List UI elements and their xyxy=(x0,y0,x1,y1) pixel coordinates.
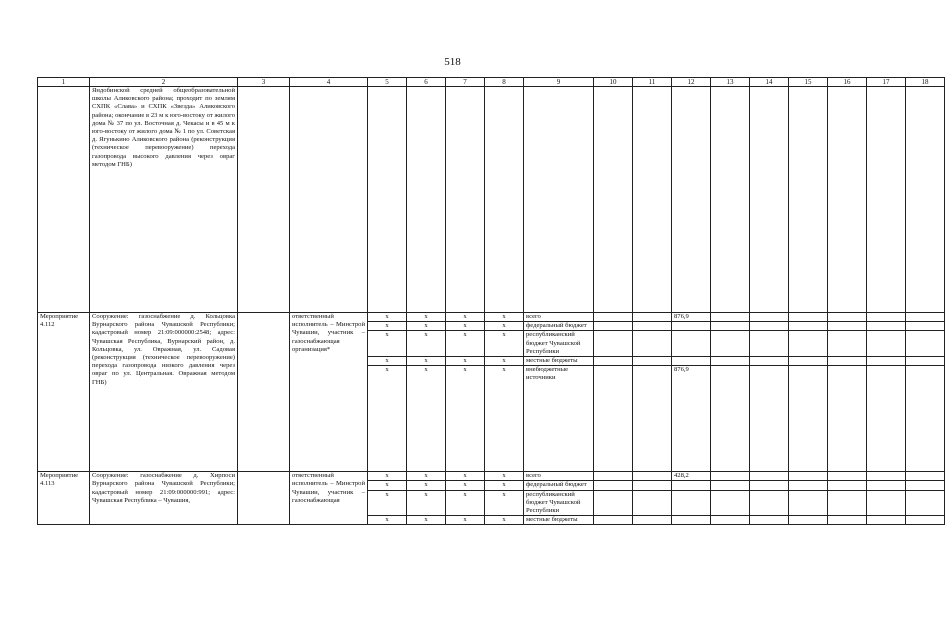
funding-value xyxy=(672,357,711,366)
column-number-row xyxy=(38,78,945,87)
empty-cell xyxy=(750,366,789,472)
mark-x: х xyxy=(485,472,524,481)
empty-cell xyxy=(789,313,828,322)
mark-x: х xyxy=(446,481,485,490)
empty-cell xyxy=(867,481,906,490)
empty-cell xyxy=(594,490,633,516)
measure-executor: ответственный исполнитель – Минстрой Чувашии, участник – газоснабжающая xyxy=(290,472,368,525)
empty-cell xyxy=(711,322,750,331)
funding-value xyxy=(672,516,711,525)
mark-x: х xyxy=(368,313,407,322)
funding-source: местные бюджеты xyxy=(524,357,594,366)
funding-source: республиканский бюджет Чувашской Республики xyxy=(524,331,594,357)
continued-row xyxy=(38,87,945,313)
empty-cell xyxy=(906,87,945,313)
mark-x: х xyxy=(485,322,524,331)
empty-cell xyxy=(594,331,633,357)
mark-x: х xyxy=(407,490,446,516)
empty-cell xyxy=(828,481,867,490)
column-number-3: 3 xyxy=(238,78,290,87)
empty-cell xyxy=(633,87,672,313)
empty-cell xyxy=(238,87,290,313)
measure-id: Мероприятие 4.112 xyxy=(38,313,90,472)
empty-cell xyxy=(711,87,750,313)
empty-cell xyxy=(524,87,594,313)
measure-id: Мероприятие 4.113 xyxy=(38,472,90,525)
empty-cell xyxy=(906,516,945,525)
mark-x: х xyxy=(446,366,485,472)
funding-value: 876,9 xyxy=(672,366,711,472)
mark-x: х xyxy=(407,481,446,490)
mark-x: х xyxy=(446,472,485,481)
funding-source: федеральный бюджет xyxy=(524,481,594,490)
empty-cell xyxy=(867,490,906,516)
funding-source: федеральный бюджет xyxy=(524,322,594,331)
empty-cell xyxy=(633,357,672,366)
funding-value xyxy=(672,322,711,331)
empty-cell xyxy=(789,357,828,366)
empty-cell xyxy=(711,331,750,357)
column-number-8: 8 xyxy=(485,78,524,87)
empty-cell xyxy=(711,357,750,366)
empty-cell xyxy=(828,490,867,516)
empty-cell xyxy=(828,366,867,472)
empty-cell xyxy=(238,313,290,472)
empty-cell xyxy=(867,516,906,525)
funding-source: всего xyxy=(524,313,594,322)
mark-x: х xyxy=(485,357,524,366)
empty-cell xyxy=(38,87,90,313)
column-number-5: 5 xyxy=(368,78,407,87)
continued-description: Яндобинской средней общеобразовательной школы Аликовского района; проходит по землям СХПК «Слава» и СХПК «Звезда» Аликовского района; окончание в 23 м к юго-востоку от жилого дома № 37 по ул. Восточная д. Чекасы и в 45 м к юго-востоку от жилого дома № 1 по ул. Советская д. Ягунькино Аликовского района (реконструкция (техническое перевооружение) перехода газопровода высокого давления через овраг методом ГНБ) xyxy=(90,87,238,313)
funding-value: 876,9 xyxy=(672,313,711,322)
mark-x: х xyxy=(446,516,485,525)
empty-cell xyxy=(906,357,945,366)
empty-cell xyxy=(711,313,750,322)
empty-cell xyxy=(633,331,672,357)
column-number-13: 13 xyxy=(711,78,750,87)
empty-cell xyxy=(633,490,672,516)
empty-cell xyxy=(828,357,867,366)
empty-cell xyxy=(594,357,633,366)
empty-cell xyxy=(906,490,945,516)
mark-x: х xyxy=(407,322,446,331)
empty-cell xyxy=(867,357,906,366)
funding-source: местные бюджеты xyxy=(524,516,594,525)
empty-cell xyxy=(290,87,368,313)
column-number-9: 9 xyxy=(524,78,594,87)
mark-x: х xyxy=(407,472,446,481)
empty-cell xyxy=(867,322,906,331)
empty-cell xyxy=(633,472,672,481)
empty-cell xyxy=(789,490,828,516)
mark-x: х xyxy=(407,357,446,366)
measure-executor: ответственный исполнитель – Минстрой Чувашии, участник – газоснабжающая организация* xyxy=(290,313,368,472)
empty-cell xyxy=(633,322,672,331)
empty-cell xyxy=(633,481,672,490)
empty-cell xyxy=(789,516,828,525)
mark-x: х xyxy=(407,313,446,322)
column-number-12: 12 xyxy=(672,78,711,87)
funding-value xyxy=(672,481,711,490)
column-number-7: 7 xyxy=(446,78,485,87)
empty-cell xyxy=(750,357,789,366)
empty-cell xyxy=(711,490,750,516)
empty-cell xyxy=(594,313,633,322)
empty-cell xyxy=(633,366,672,472)
empty-cell xyxy=(867,366,906,472)
empty-cell xyxy=(594,516,633,525)
empty-cell xyxy=(906,481,945,490)
funding-value xyxy=(672,490,711,516)
empty-cell xyxy=(750,322,789,331)
empty-cell xyxy=(867,87,906,313)
empty-cell xyxy=(485,87,524,313)
empty-cell xyxy=(238,472,290,525)
funding-source: республиканский бюджет Чувашской Республики xyxy=(524,490,594,516)
column-number-2: 2 xyxy=(90,78,238,87)
empty-cell xyxy=(789,472,828,481)
mark-x: х xyxy=(368,490,407,516)
empty-cell xyxy=(750,472,789,481)
empty-cell xyxy=(789,331,828,357)
mark-x: х xyxy=(485,490,524,516)
mark-x: х xyxy=(368,516,407,525)
column-number-14: 14 xyxy=(750,78,789,87)
empty-cell xyxy=(789,366,828,472)
empty-cell xyxy=(906,472,945,481)
mark-x: х xyxy=(446,490,485,516)
empty-cell xyxy=(594,322,633,331)
empty-cell xyxy=(789,87,828,313)
mark-x: х xyxy=(446,322,485,331)
empty-cell xyxy=(594,87,633,313)
column-number-10: 10 xyxy=(594,78,633,87)
empty-cell xyxy=(828,472,867,481)
empty-cell xyxy=(906,366,945,472)
empty-cell xyxy=(750,87,789,313)
mark-x: х xyxy=(407,366,446,472)
funding-source: внебюджетные источники xyxy=(524,366,594,472)
column-number-18: 18 xyxy=(906,78,945,87)
empty-cell xyxy=(750,313,789,322)
funding-value xyxy=(672,331,711,357)
mark-x: х xyxy=(368,357,407,366)
mark-x: х xyxy=(485,313,524,322)
empty-cell xyxy=(750,481,789,490)
empty-cell xyxy=(594,481,633,490)
measure-description: Сооружение: газоснабжение д. Кольцовка Вурнарского района Чувашской Республики; кадастровый номер 21:09:000000:2548; адрес: Чувашская Республика, Вурнарский район, д. Кольцовка, ул. Овражная, ул. Садовая (реконструкция (техническое перевооружение) перехода газопровода низкого давления через овраг по ул. Центральная. Овражная методом ГНБ) xyxy=(90,313,238,472)
mark-x: х xyxy=(368,472,407,481)
mark-x: х xyxy=(446,331,485,357)
mark-x: х xyxy=(485,331,524,357)
mark-x: х xyxy=(368,366,407,472)
funding-source: всего xyxy=(524,472,594,481)
column-number-17: 17 xyxy=(867,78,906,87)
empty-cell xyxy=(906,322,945,331)
column-number-16: 16 xyxy=(828,78,867,87)
empty-cell xyxy=(789,322,828,331)
empty-cell xyxy=(594,472,633,481)
empty-cell xyxy=(594,366,633,472)
empty-cell xyxy=(867,313,906,322)
column-number-1: 1 xyxy=(38,78,90,87)
empty-cell xyxy=(711,481,750,490)
empty-cell xyxy=(828,331,867,357)
mark-x: х xyxy=(446,357,485,366)
empty-cell xyxy=(906,313,945,322)
empty-cell xyxy=(672,87,711,313)
mark-x: х xyxy=(407,516,446,525)
program-table xyxy=(37,77,945,525)
funding-value: 428,2 xyxy=(672,472,711,481)
empty-cell xyxy=(906,331,945,357)
column-number-4: 4 xyxy=(290,78,368,87)
empty-cell xyxy=(711,366,750,472)
mark-x: х xyxy=(446,313,485,322)
empty-cell xyxy=(750,490,789,516)
measure-description: Сооружение: газоснабжение д. Хирпоси Вурнарского района Чувашской Республики; кадастровый номер 21:09:000000:991; адрес: Чувашская Республика – Чувашия, xyxy=(90,472,238,525)
column-number-6: 6 xyxy=(407,78,446,87)
mark-x: х xyxy=(407,331,446,357)
empty-cell xyxy=(446,87,485,313)
empty-cell xyxy=(633,516,672,525)
empty-cell xyxy=(828,313,867,322)
empty-cell xyxy=(828,322,867,331)
empty-cell xyxy=(789,481,828,490)
mark-x: х xyxy=(485,481,524,490)
empty-cell xyxy=(633,313,672,322)
funding-row xyxy=(38,313,945,322)
empty-cell xyxy=(828,87,867,313)
column-number-11: 11 xyxy=(633,78,672,87)
mark-x: х xyxy=(368,481,407,490)
empty-cell xyxy=(711,516,750,525)
empty-cell xyxy=(828,516,867,525)
empty-cell xyxy=(867,331,906,357)
empty-cell xyxy=(711,472,750,481)
mark-x: х xyxy=(485,366,524,472)
empty-cell xyxy=(407,87,446,313)
funding-row xyxy=(38,472,945,481)
empty-cell xyxy=(750,331,789,357)
empty-cell xyxy=(750,516,789,525)
column-number-15: 15 xyxy=(789,78,828,87)
empty-cell xyxy=(368,87,407,313)
mark-x: х xyxy=(368,322,407,331)
mark-x: х xyxy=(368,331,407,357)
empty-cell xyxy=(867,472,906,481)
mark-x: х xyxy=(485,516,524,525)
page-number: 518 xyxy=(444,56,461,68)
